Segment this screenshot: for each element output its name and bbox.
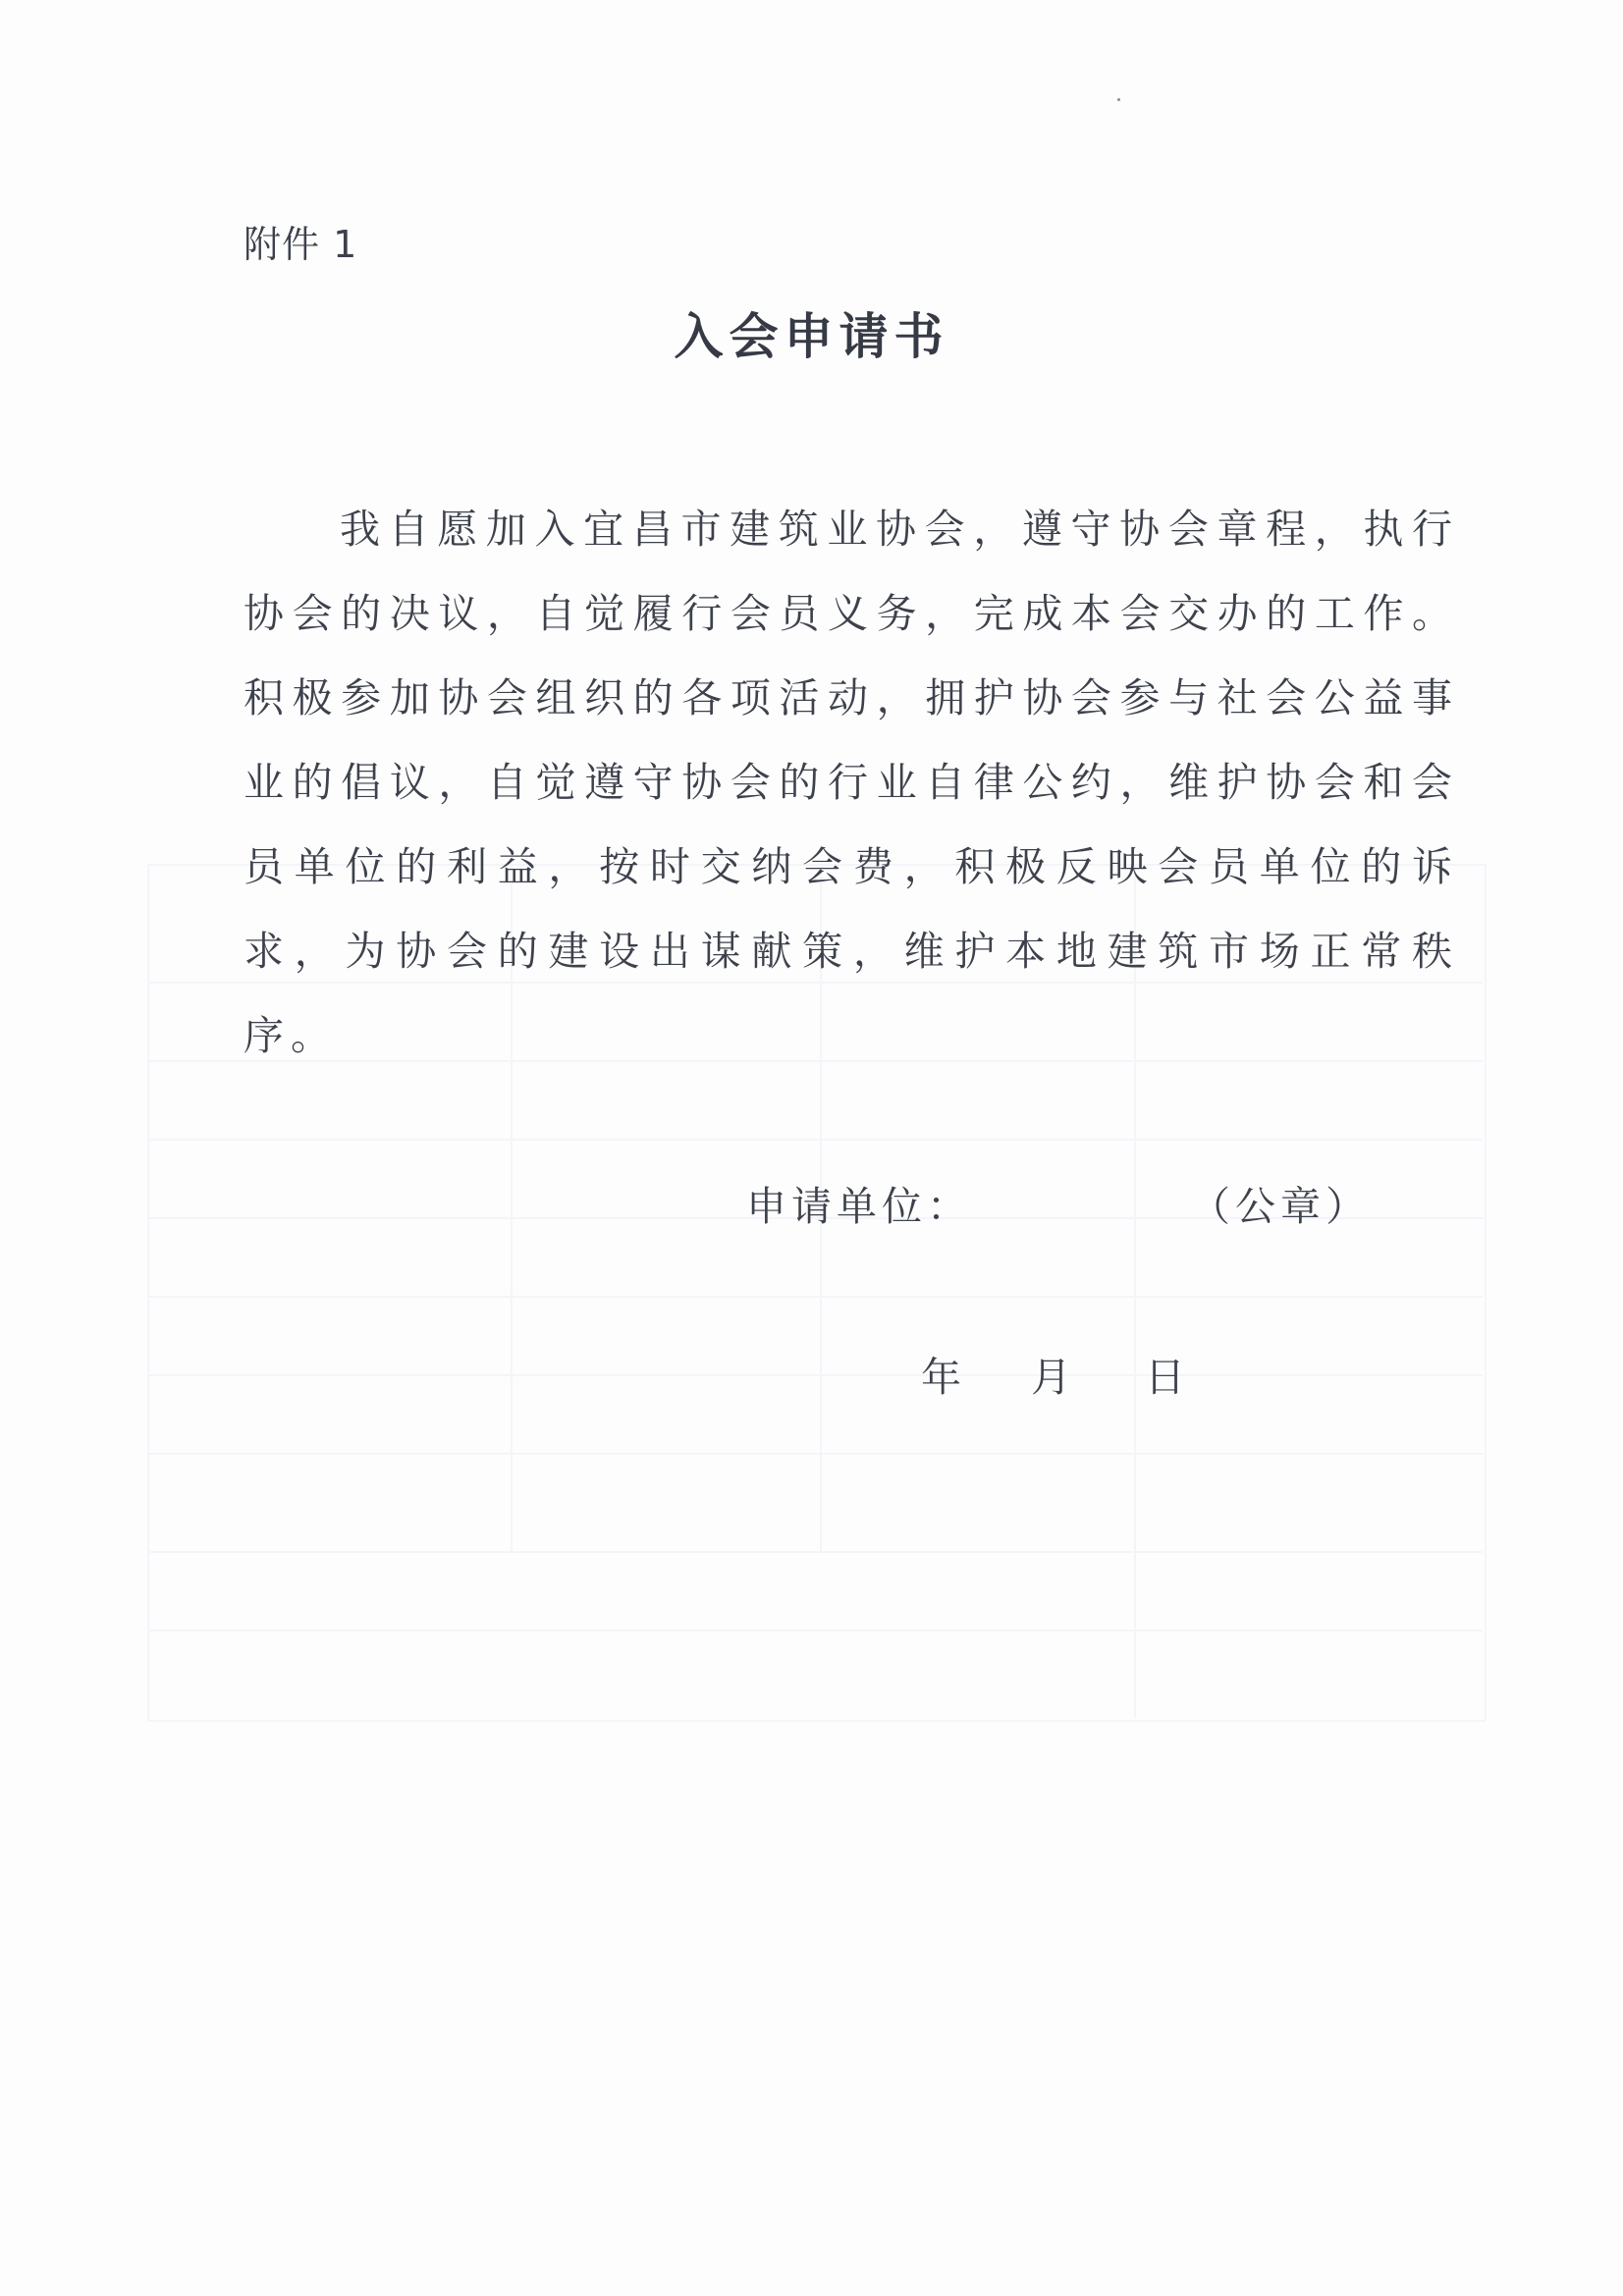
show-through-rule xyxy=(147,1296,1483,1298)
application-body-paragraph: 我自愿加入宜昌市建筑业协会，遵守协会章程，执行协会的决议，自觉履行会员义务，完成本会交办的工作。积极参加协会组织的各项活动，拥护协会参与社会公益事业的倡议，自觉遵守协会的行业自律公约，维护协会和会员单位的利益，按时交纳会费，积极反映会员单位的诉求，为协会的建设出谋献策，维护本地建筑市场正常秩序。 xyxy=(243,506,1459,1059)
show-through-rule xyxy=(147,1629,1483,1631)
show-through-rule xyxy=(147,1374,1483,1376)
date-year: 年 xyxy=(921,1354,961,1401)
date-month: 月 xyxy=(1031,1354,1071,1401)
scan-speck xyxy=(1117,98,1120,101)
applicant-unit-label: 申请单位： xyxy=(746,1183,972,1230)
page-title: 入会申请书 xyxy=(674,308,949,365)
attachment-label: 附件 1 xyxy=(243,223,358,266)
show-through-rule xyxy=(147,1551,1483,1553)
official-seal-label: （公章） xyxy=(1190,1183,1371,1230)
show-through-rule xyxy=(147,1139,1483,1141)
date-day: 日 xyxy=(1145,1354,1185,1401)
show-through-rule xyxy=(147,1453,1483,1455)
